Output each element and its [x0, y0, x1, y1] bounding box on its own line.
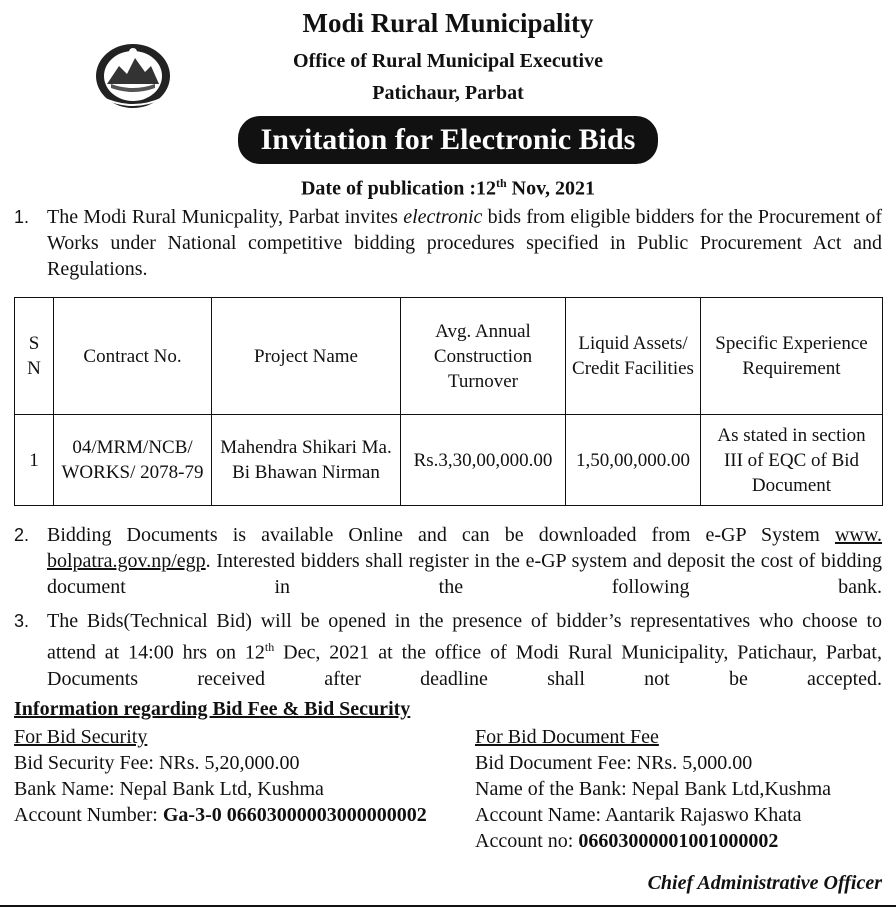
cell-experience: As stated in section III of EQC of Bid Document	[701, 415, 883, 506]
header-sn: S N	[15, 298, 54, 415]
banner-text: Invitation for Electronic Bids	[260, 123, 636, 156]
cell-liquid-assets: 1,50,00,000.00	[566, 415, 701, 506]
header-experience: Specific Experience Requirement	[701, 298, 883, 415]
bid-document-fee: Bid Document Fee: NRs. 5,000.00	[475, 752, 753, 774]
paragraph-number: 3.	[14, 611, 30, 631]
cell-contract: 04/MRM/NCB/ WORKS/ 2078-79	[54, 415, 212, 506]
bid-security-section	[14, 724, 427, 828]
paragraph-2: 2. Bidding Documents is available Online and can be downloaded from e-GP System www. bolpatra.gov.np/egp. Interested bidders shall register in the e-GP system and deposit the cost of bidding document in the following bank.	[14, 524, 882, 598]
municipality-title: Modi Rural Municipality	[302, 8, 594, 38]
office-name: Office of Rural Municipal Executive	[293, 50, 603, 72]
bid-document-account-name: Account Name: Aantarik Rajaswo Khata	[475, 804, 802, 826]
bid-security-bank: Bank Name: Nepal Bank Ltd, Kushma	[14, 778, 324, 800]
bottom-rule	[0, 905, 896, 907]
egp-link[interactable]: www. bolpatra.gov.np/egp	[47, 524, 882, 572]
paragraph-number: 1.	[14, 207, 30, 227]
bid-security-account: Account Number: Ga-3-0 06603000003000000002	[14, 804, 427, 826]
bid-security-fee: Bid Security Fee: NRs. 5,20,000.00	[14, 752, 300, 774]
header-liquid-assets: Liquid Assets/ Credit Facilities	[566, 298, 701, 415]
paragraph-1: 1. The Modi Rural Municpality, Parbat invites electronic bids from eligible bidders for the Procurement of Works under National competitive bidding procedures specified in Public Procurement Act and Regulations.	[14, 206, 882, 280]
publication-date: Date of publication :12th Nov, 2021	[300, 176, 595, 200]
info-heading: Information regarding Bid Fee & Bid Security	[14, 698, 411, 720]
table-header-row	[15, 298, 883, 415]
bid-document-account-no: Account no: 06603000001001000002	[475, 830, 779, 852]
bid-table	[14, 297, 883, 506]
signature: Chief Administrative Officer	[647, 872, 882, 894]
header-project: Project Name	[212, 298, 401, 415]
cell-sn: 1	[15, 415, 54, 506]
cell-project: Mahendra Shikari Ma. Bi Bhawan Nirman	[212, 415, 401, 506]
paragraph-number: 2.	[14, 525, 30, 545]
cell-turnover: Rs.3,30,00,000.00	[401, 415, 566, 506]
notice-banner	[238, 116, 658, 164]
header-turnover: Avg. Annual Construction Turnover	[401, 298, 566, 415]
paragraph-3: 3. The Bids(Technical Bid) will be opened in the presence of bidder’s representatives who choose to attend at 14:00 hrs on 12th Dec, 2021 at the office of Modi Rural Municipality, Patichaur, Parbat, Documents received after deadline shall not be accepted.	[14, 610, 882, 690]
office-location: Patichaur, Parbat	[372, 82, 524, 104]
bid-document-bank: Name of the Bank: Nepal Bank Ltd,Kushma	[475, 778, 832, 800]
bid-security-title: For Bid Security	[14, 726, 148, 748]
bid-document-title: For Bid Document Fee	[475, 726, 659, 748]
header-contract: Contract No.	[54, 298, 212, 415]
table-row	[15, 415, 883, 506]
bid-document-section	[475, 724, 831, 854]
